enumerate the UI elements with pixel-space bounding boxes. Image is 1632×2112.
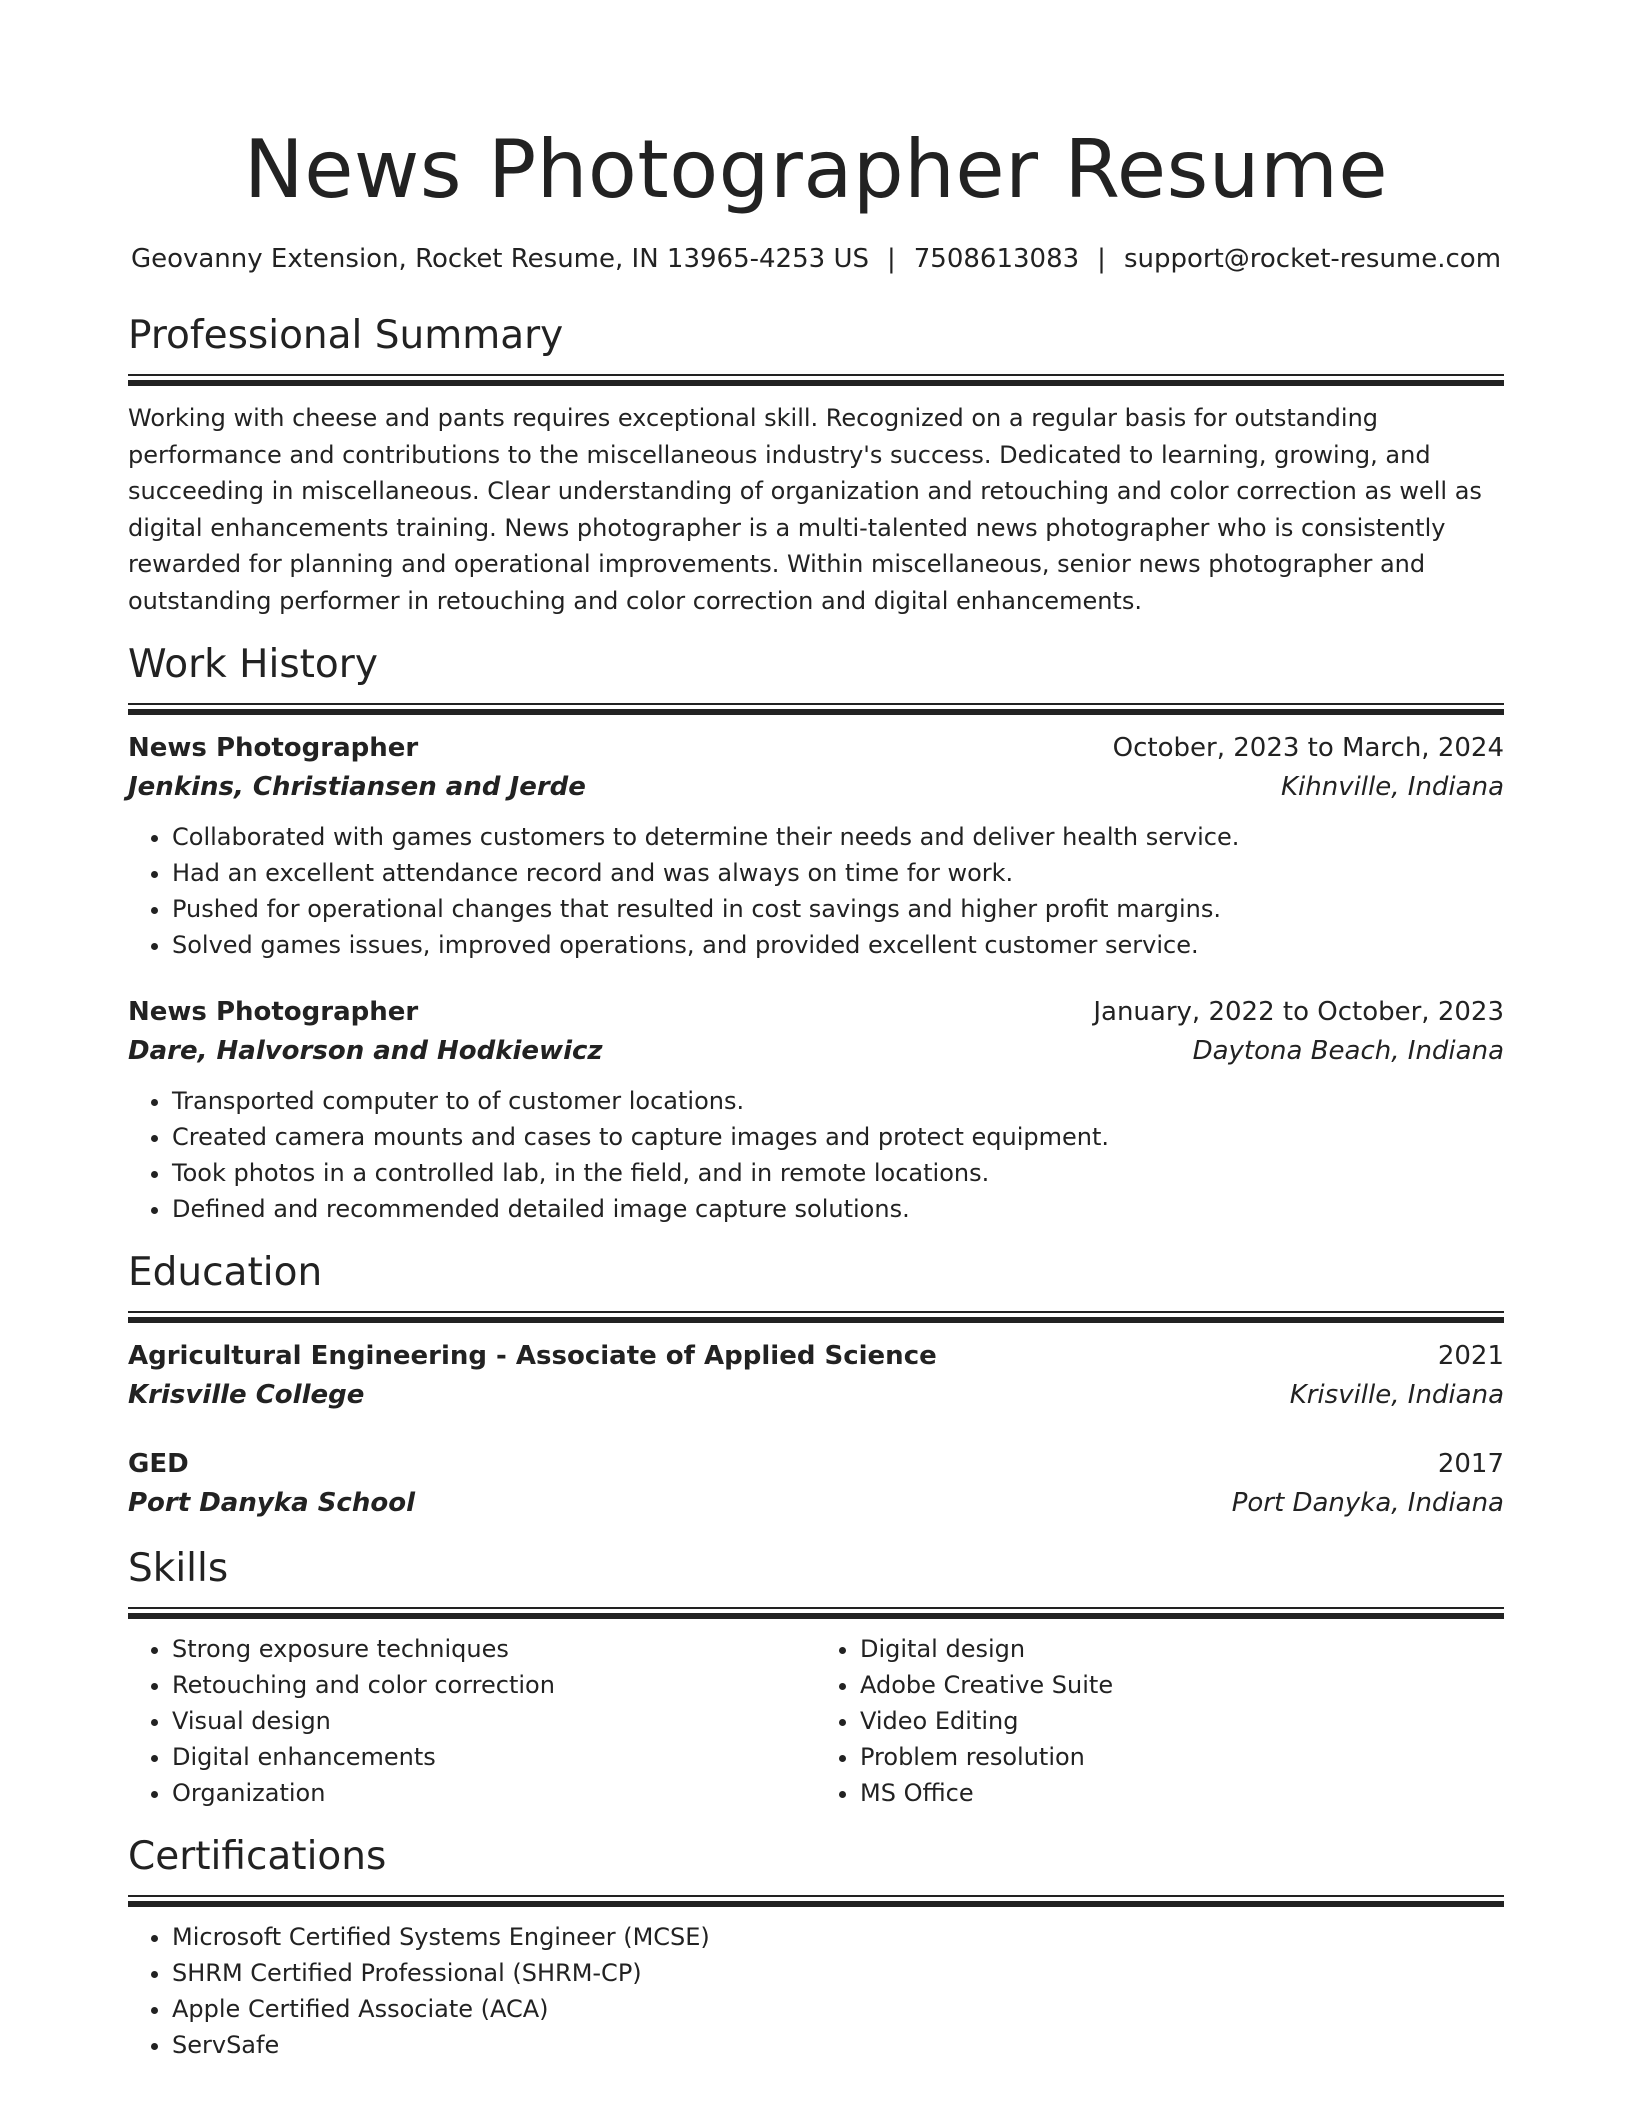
certification-item: • Microsoft Certified Systems Engineer (MCSE) — [172, 1919, 1504, 1955]
job-company-row — [128, 767, 1504, 807]
section-divider — [128, 1895, 1504, 1907]
skill-item: • Digital design — [860, 1631, 1504, 1667]
job-company: Jenkins, Christiansen and Jerde — [128, 772, 586, 802]
job-title: News Photographer — [128, 997, 419, 1027]
work-history-heading: Work History — [128, 642, 378, 687]
job-title: News Photographer — [128, 733, 419, 763]
skills-columns — [128, 1631, 1504, 1811]
contact-line — [128, 242, 1504, 276]
section-divider — [128, 374, 1504, 386]
certifications-list — [128, 1919, 1504, 2063]
contact-separator: | — [1097, 244, 1106, 274]
contact-address: Geovanny Extension, Rocket Resume, IN 13965-4253 US — [130, 244, 869, 274]
education-header-row — [128, 1337, 1504, 1375]
degree-name: GED — [128, 1449, 189, 1479]
graduation-year: 2017 — [1437, 1449, 1504, 1479]
job-dates: January, 2022 to October, 2023 — [1093, 997, 1504, 1027]
skill-item: • Organization — [172, 1775, 816, 1811]
list-item: • Solved games issues, improved operations, and provided excellent customer service. — [172, 927, 1504, 963]
education-entry — [128, 1337, 1504, 1415]
education-heading: Education — [128, 1250, 323, 1295]
skill-item: • MS Office — [860, 1775, 1504, 1811]
summary-heading: Professional Summary — [128, 313, 564, 358]
section-divider — [128, 1311, 1504, 1323]
summary-section — [128, 312, 1504, 619]
job-entry — [128, 993, 1504, 1227]
skill-item: • Strong exposure techniques — [172, 1631, 816, 1667]
list-item: • Had an excellent attendance record and was always on time for work. — [172, 855, 1504, 891]
graduation-year: 2021 — [1437, 1341, 1504, 1371]
education-school-row — [128, 1483, 1504, 1523]
certifications-section — [128, 1833, 1504, 2063]
job-duties-list — [128, 1083, 1504, 1227]
certifications-heading: Certifications — [128, 1834, 387, 1879]
work-history-section — [128, 641, 1504, 1227]
contact-phone: 7508613083 — [913, 244, 1080, 274]
summary-text: Working with cheese and pants requires exceptional skill. Recognized on a regular basis for outstanding performance and contributions to the miscellaneous industry's success. Dedicated to learning, growing, and succeeding in miscellaneous. Clear understanding of organization and retouching and color correction as well as digital enhancements training. News photographer is a multi-talented news photographer who is consistently rewarded for planning and operational improvements. Within miscellaneous, senior news photographer and outstanding performer in retouching and color correction and digital enhancements. — [128, 404, 1482, 615]
skill-item: • Retouching and color correction — [172, 1667, 816, 1703]
job-company-row — [128, 1031, 1504, 1071]
education-entry — [128, 1445, 1504, 1523]
job-location: Kihnville, Indiana — [1280, 772, 1504, 802]
skills-list-right — [816, 1631, 1504, 1811]
contact-email: support@rocket-resume.com — [1123, 244, 1502, 274]
certification-item: • ServSafe — [172, 2027, 1504, 2063]
job-header-row — [128, 729, 1504, 767]
certification-item: • SHRM Certified Professional (SHRM-CP) — [172, 1955, 1504, 1991]
list-item: • Created camera mounts and cases to capture images and protect equipment. — [172, 1119, 1504, 1155]
contact-separator: | — [886, 244, 896, 274]
school-name: Krisville College — [128, 1380, 365, 1410]
education-school-row — [128, 1375, 1504, 1415]
section-divider — [128, 1607, 1504, 1619]
list-item: • Pushed for operational changes that resulted in cost savings and higher profit margins. — [172, 891, 1504, 927]
school-name: Port Danyka School — [128, 1488, 415, 1518]
skill-item: • Video Editing — [860, 1703, 1504, 1739]
list-item: • Transported computer to of customer locations. — [172, 1083, 1504, 1119]
school-location: Krisville, Indiana — [1289, 1380, 1504, 1410]
job-duties-list — [128, 819, 1504, 963]
skill-item: • Adobe Creative Suite — [860, 1667, 1504, 1703]
skill-item: • Problem resolution — [860, 1739, 1504, 1775]
job-location: Daytona Beach, Indiana — [1192, 1036, 1504, 1066]
school-location: Port Danyka, Indiana — [1231, 1488, 1504, 1518]
job-header-row — [128, 993, 1504, 1031]
skill-item: • Visual design — [172, 1703, 816, 1739]
resume-title: News Photographer Resume — [243, 123, 1389, 216]
job-entry — [128, 729, 1504, 963]
list-item: • Took photos in a controlled lab, in the field, and in remote locations. — [172, 1155, 1504, 1191]
skills-heading: Skills — [128, 1546, 229, 1591]
skill-item: • Digital enhancements — [172, 1739, 816, 1775]
job-company: Dare, Halvorson and Hodkiewicz — [128, 1036, 603, 1066]
skills-section — [128, 1545, 1504, 1811]
list-item: • Defined and recommended detailed image capture solutions. — [172, 1191, 1504, 1227]
degree-name: Agricultural Engineering - Associate of Applied Science — [128, 1341, 937, 1371]
skills-list-left — [128, 1631, 816, 1811]
job-dates: October, 2023 to March, 2024 — [1112, 733, 1504, 763]
list-item: • Collaborated with games customers to determine their needs and deliver health service. — [172, 819, 1504, 855]
section-divider — [128, 703, 1504, 715]
education-header-row — [128, 1445, 1504, 1483]
education-section — [128, 1249, 1504, 1523]
certification-item: • Apple Certified Associate (ACA) — [172, 1991, 1504, 2027]
